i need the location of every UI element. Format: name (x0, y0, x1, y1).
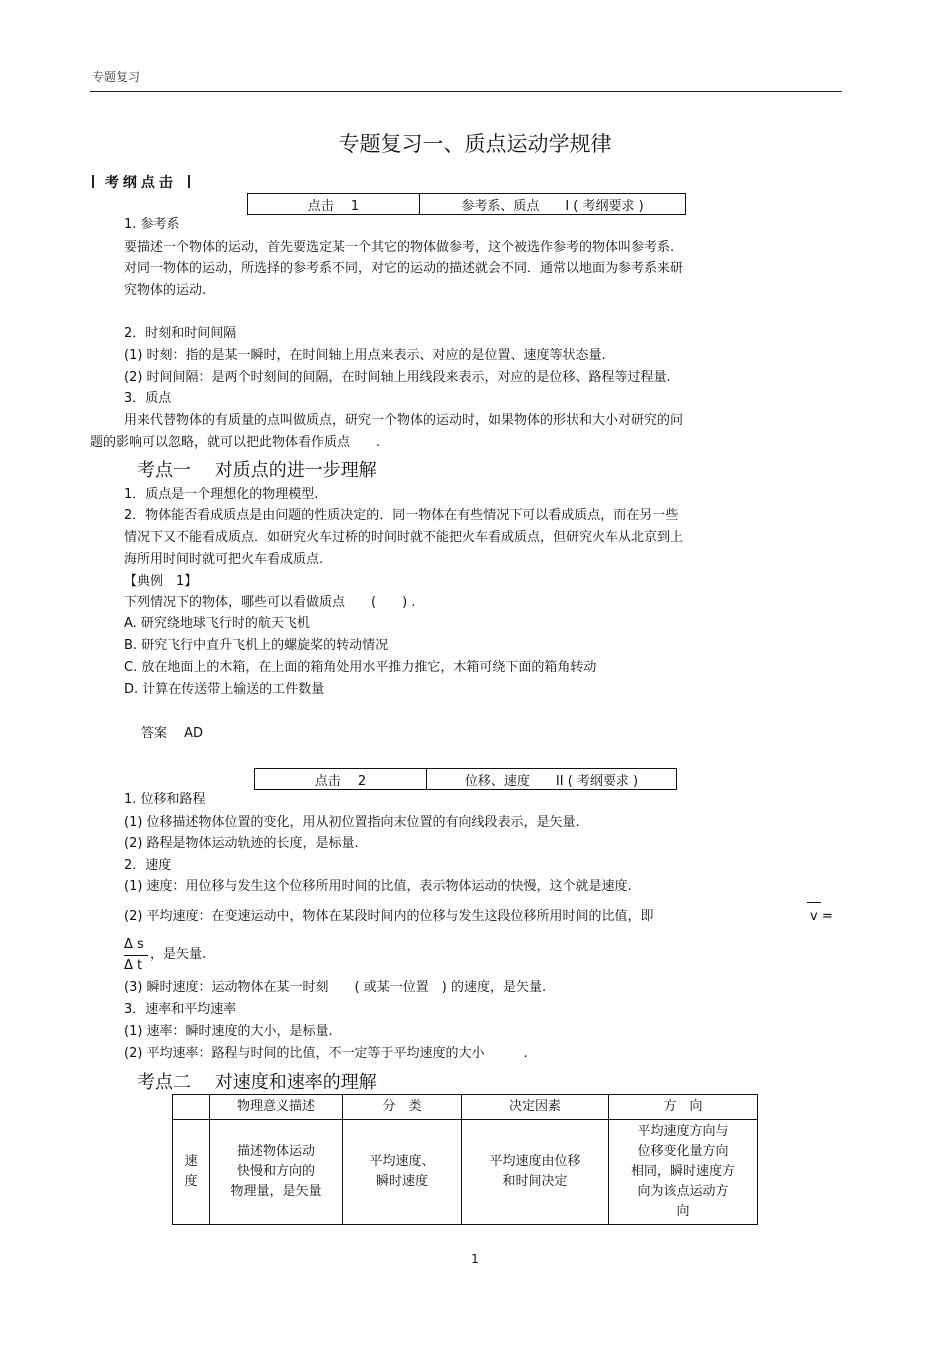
s1-heading-3: 3．质点 (124, 391, 172, 406)
point-box-1-topic: 参考系、质点 I ( 考纲要求 ) (461, 198, 644, 214)
vbar-overline (807, 902, 821, 903)
s2-para-1b: (2) 路程是物体运动轨迹的长度，是标量. (124, 836, 359, 851)
option-b: B. 研究飞行中直升飞机上的螺旋桨的转动情况 (124, 638, 389, 653)
k1-para-2a: 2．物体能否看成质点是由问题的性质决定的．同一物体在有些情况下可以看成质点，而在另一些 (124, 508, 679, 523)
badge-label: 考纲点击 (104, 175, 177, 191)
s2-para-2c: (3) 瞬时速度：运动物体在某一时刻 ( 或某一位置 ) 的速度，是矢量. (124, 980, 547, 995)
s1-para-1a: 要描述一个物体的运动，首先要选定某一个其它的物体做参考，这个被选作参考的物体叫参考系. (124, 240, 675, 255)
example-label: 【典例 1】 (124, 574, 198, 589)
s1-heading-1: 1. 参考系 (124, 217, 180, 232)
s1-para-3b: 题的影响可以忽略，就可以把此物体看作质点 . (90, 435, 381, 450)
example-question: 下列情况下的物体，哪些可以看做质点 ( ) . (124, 595, 416, 610)
fraction-line (124, 955, 148, 956)
s2-para-2b: (2) 平均速度：在变速运动中，物体在某段时间内的位移与发生这段位移所用时间的比值，即 (124, 909, 654, 924)
s1-para-1b: 对同一物体的运动，所选择的参考系不同，对它的运动的描述就会不同．通常以地面为参考系来研 (124, 261, 684, 276)
s1-heading-2: 2．时刻和时间间隔 (124, 326, 237, 341)
option-c: C. 放在地面上的木箱，在上面的箱角处用水平推力推它，木箱可绕下面的箱角转动 (124, 660, 597, 675)
table-cell-direction: 平均速度方向与 位移变化量方向 相同，瞬时速度方 向为该点运动方 向 (609, 1120, 758, 1225)
table-cell-meaning: 描述物体运动 快慢和方向的 物理量，是矢量 (210, 1120, 343, 1225)
page-header: 专题复习 (92, 70, 141, 84)
table-header-cell (173, 1095, 210, 1120)
point-box-1 (247, 193, 686, 215)
k1-para-2b: 情况下又不能看成质点．如研究火车过桥的时间时就不能把火车看成质点，但研究火车从北京到上 (124, 530, 684, 545)
s1-para-2b: (2) 时间间隔：是两个时刻间的间隔，在时间轴上用线段来表示，对应的是位移、路程等过程量. (124, 370, 671, 385)
badge-bar-left (92, 175, 94, 188)
keypoint-2-heading: 考点二 对速度和速率的理解 (137, 1072, 377, 1093)
average-velocity-symbol: v = (810, 909, 833, 924)
syllabus-badge (90, 172, 192, 192)
s2-para-2a: (1) 速度：用位移与发生这个位移所用时间的比值，表示物体运动的快慢，这个就是速度. (124, 879, 632, 894)
page-title: 专题复习一、质点运动学规律 (338, 132, 612, 156)
s1-para-3a: 用来代替物体的有质量的点叫做质点，研究一个物体的运动时，如果物体的形状和大小对研究的问 (124, 413, 684, 428)
s2-para-3a: (1) 速率：瞬时速度的大小，是标量. (124, 1024, 333, 1039)
fraction-tail: ，是矢量. (150, 947, 207, 962)
table-row (173, 1120, 758, 1225)
s2-heading-2: 2．速度 (124, 858, 172, 873)
k1-para-1: 1．质点是一个理想化的物理模型. (124, 487, 319, 502)
s2-para-1a: (1) 位移描述物体位置的变化，用从初位置指向末位置的有向线段表示，是矢量. (124, 815, 580, 830)
table-header-cell: 方 向 (609, 1095, 758, 1120)
s2-para-3b: (2) 平均速率：路程与时间的比值，不一定等于平均速度的大小 . (124, 1046, 528, 1061)
table-header-cell: 决定因素 (462, 1095, 609, 1120)
s1-para-2a: (1) 时刻：指的是某一瞬时，在时间轴上用点来表示、对应的是位置、速度等状态量. (124, 348, 606, 363)
option-a: A. 研究绕地球飞行时的航天飞机 (124, 616, 310, 631)
keypoint-1-heading: 考点一 对质点的进一步理解 (137, 460, 377, 481)
table-cell-category: 平均速度、 瞬时速度 (343, 1120, 462, 1225)
point-box-1-label: 点击 1 (248, 194, 420, 214)
s2-heading-1: 1. 位移和路程 (124, 792, 206, 807)
fraction-numerator: Δ s (124, 937, 144, 952)
table-header-row (173, 1095, 758, 1120)
s1-para-1c: 究物体的运动. (124, 283, 207, 298)
velocity-fraction (124, 936, 148, 975)
point-box-2-label: 点击 2 (255, 769, 427, 789)
velocity-table (172, 1094, 758, 1225)
fraction-denominator: Δ t (124, 958, 143, 973)
table-header-cell: 分 类 (343, 1095, 462, 1120)
k1-para-2c: 海所用时间时就可把火车看成质点. (124, 552, 324, 567)
header-divider (90, 91, 842, 92)
table-header-cell: 物理意义描述 (210, 1095, 343, 1120)
answer: 答案 AD (141, 726, 204, 741)
table-cell-factor: 平均速度由位移 和时间决定 (462, 1120, 609, 1225)
table-cell-name: 速 度 (173, 1120, 210, 1225)
s2-heading-3: 3．速率和平均速率 (124, 1002, 237, 1017)
option-d: D. 计算在传送带上输送的工件数量 (124, 682, 325, 697)
page-number: 1 (471, 1252, 479, 1266)
point-box-2 (254, 768, 677, 790)
badge-bar-right (188, 175, 190, 188)
point-box-2-topic: 位移、速度 II ( 考纲要求 ) (464, 773, 639, 789)
